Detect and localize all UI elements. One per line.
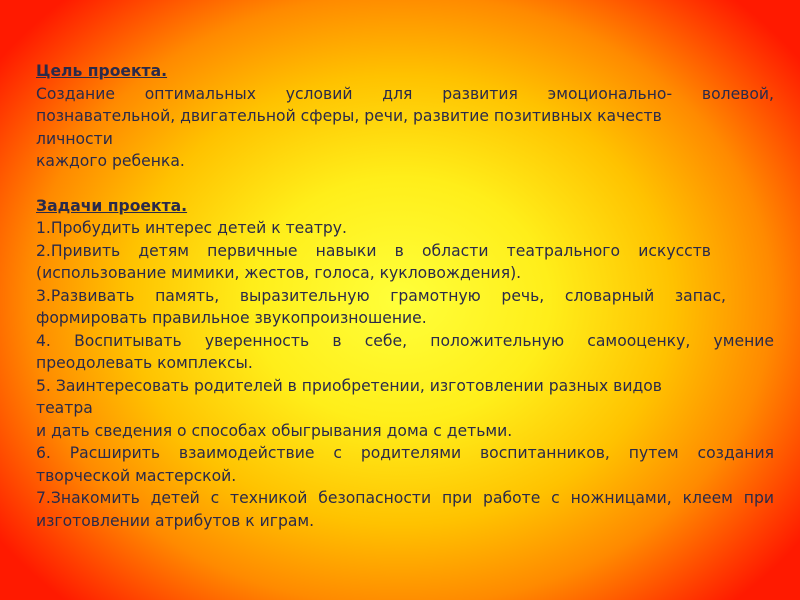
task-line-12: творческой мастерской. xyxy=(36,466,237,485)
task-line-8: 5. Заинтересовать родителей в приобретении, изготовлении разных видов xyxy=(36,376,662,395)
task-line-10: и дать сведения о способах обыгрывания дома с детьми. xyxy=(36,421,513,440)
section-spacer xyxy=(36,173,774,195)
task-line-4: 3.Развивать память, выразительную грамотную речь, словарный запас, xyxy=(36,286,726,305)
task-line-1: 1.Пробудить интерес детей к театру. xyxy=(36,219,347,237)
task-line-2: 2.Привить детям первичные навыки в области театрального искусств xyxy=(36,241,711,260)
task-line-5: формировать правильное звукопроизношение. xyxy=(36,309,427,327)
task-line-3: (использование мимики, жестов, голоса, кукловождения). xyxy=(36,264,522,282)
task-line-11: 6. Расширить взаимодействие с родителями воспитанников, путем создания xyxy=(36,444,774,462)
goal-line-3: личности xyxy=(36,129,113,148)
tasks-title: Задачи проекта. xyxy=(36,196,188,215)
task-line-9: театра xyxy=(36,399,93,417)
task-line-13: 7.Знакомить детей с техникой безопасности при работе с ножницами, клеем при xyxy=(36,489,774,507)
task-line-6: 4. Воспитывать уверенность в себе, положительную самооценку, умение xyxy=(36,331,774,350)
goal-line-4: каждого ребенка. xyxy=(36,152,185,170)
goal-title: Цель проекта. xyxy=(36,62,168,80)
task-line-7: преодолевать комплексы. xyxy=(36,354,253,372)
goal-line-2: познавательной, двигательной сферы, речи, развитие позитивных качеств xyxy=(36,107,662,125)
task-line-14: изготовлении атрибутов к играм. xyxy=(36,511,315,530)
goal-line-1: Создание оптимальных условий для развития эмоционально- волевой, xyxy=(36,84,774,103)
slide-content xyxy=(36,60,774,532)
